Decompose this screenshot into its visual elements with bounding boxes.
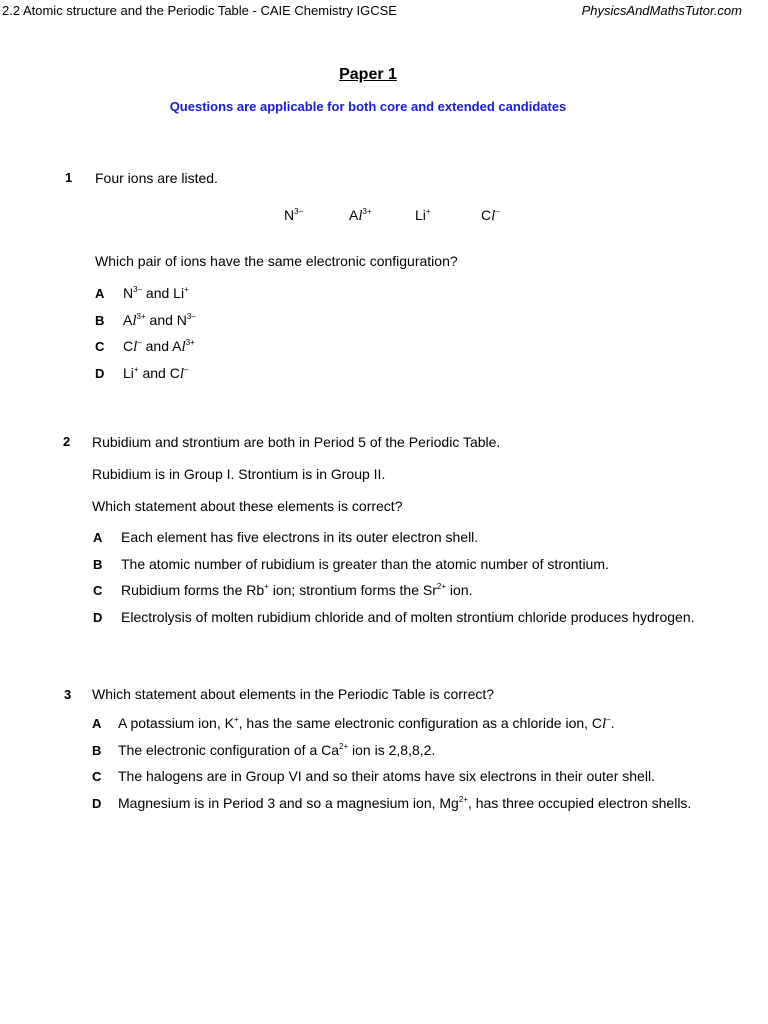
question-1-prompt: Which pair of ions have the same electronic configuration? xyxy=(95,253,458,269)
q2-option-b-letter: B xyxy=(93,557,103,572)
q1-option-b: $Al^{3+}$ and $N^{3-}$ xyxy=(123,312,196,329)
question-3-number: 3 xyxy=(64,687,72,702)
q3-option-c: The halogens are in Group VI and so their atoms have six electrons in their outer shell. xyxy=(118,768,655,784)
question-2-number: 2 xyxy=(63,434,71,449)
question-3-prompt: Which statement about elements in the Periodic Table is correct? xyxy=(92,686,495,702)
q2-option-a: Each element has five electrons in its outer electron shell. xyxy=(121,529,479,545)
q2-option-d-letter: D xyxy=(93,610,103,625)
q1-option-b-letter: B xyxy=(95,313,105,328)
question-2-prompt: Which statement about these elements is correct? xyxy=(92,498,403,514)
question-2-line-2: Rubidium is in Group I. Strontium is in Group II. xyxy=(92,466,386,482)
q3-option-d: Magnesium is in Period 3 and so a magnesium ion, $Mg^{2+}$, has three occupied electron shells. xyxy=(118,795,692,811)
q3-option-c-letter: C xyxy=(92,769,102,784)
q1-option-d: Li+ and Cl– xyxy=(123,365,189,382)
ion-chloride: Cl– xyxy=(481,207,500,224)
subtitle: Questions are applicable for both core and extended candidates xyxy=(169,99,567,114)
q1-option-c: Cl– and $Al^{3+}$ xyxy=(123,338,195,355)
header-document-title: 2.2 Atomic structure and the Periodic Table - CAIE Chemistry IGCSE xyxy=(2,3,397,18)
header-source: PhysicsAndMathsTutor.com xyxy=(581,3,742,18)
q2-option-b: The atomic number of rubidium is greater than the atomic number of strontium. xyxy=(121,556,609,572)
paper-title xyxy=(0,66,736,84)
q3-option-a: A potassium ion, K+, has the same electronic configuration as a chloride ion, Cl–. xyxy=(118,715,615,732)
q1-option-c-letter: C xyxy=(95,339,105,354)
q2-option-c-letter: C xyxy=(93,583,103,598)
q3-option-d-letter: D xyxy=(92,796,102,811)
q2-option-d: Electrolysis of molten rubidium chloride and of molten strontium chloride produces hydrogen. xyxy=(121,609,695,625)
q2-option-a-letter: A xyxy=(93,530,103,545)
ion-lithium: Li+ xyxy=(415,207,431,223)
q1-option-a-letter: A xyxy=(95,286,105,301)
ion-nitride: $N^{3-}$ xyxy=(284,207,304,223)
q1-option-a: $N^{3-}$ and Li+ xyxy=(123,285,189,301)
q3-option-b: The electronic configuration of a $Ca^{2+}$ ion is 2,8,8,2. xyxy=(118,742,436,758)
ion-aluminium: $Al^{3+}$ xyxy=(349,207,372,224)
question-1-stem: Four ions are listed. xyxy=(95,170,218,186)
question-1-number: 1 xyxy=(65,170,73,185)
q3-option-a-letter: A xyxy=(92,716,102,731)
paper-title-text: Paper 1 xyxy=(339,66,397,83)
question-2-line-1: Rubidium and strontium are both in Period 5 of the Periodic Table. xyxy=(92,434,501,450)
q3-option-b-letter: B xyxy=(92,743,102,758)
q1-option-d-letter: D xyxy=(95,366,105,381)
q2-option-c: Rubidium forms the Rb+ ion; strontium forms the $Sr^{2+}$ ion. xyxy=(121,582,473,598)
